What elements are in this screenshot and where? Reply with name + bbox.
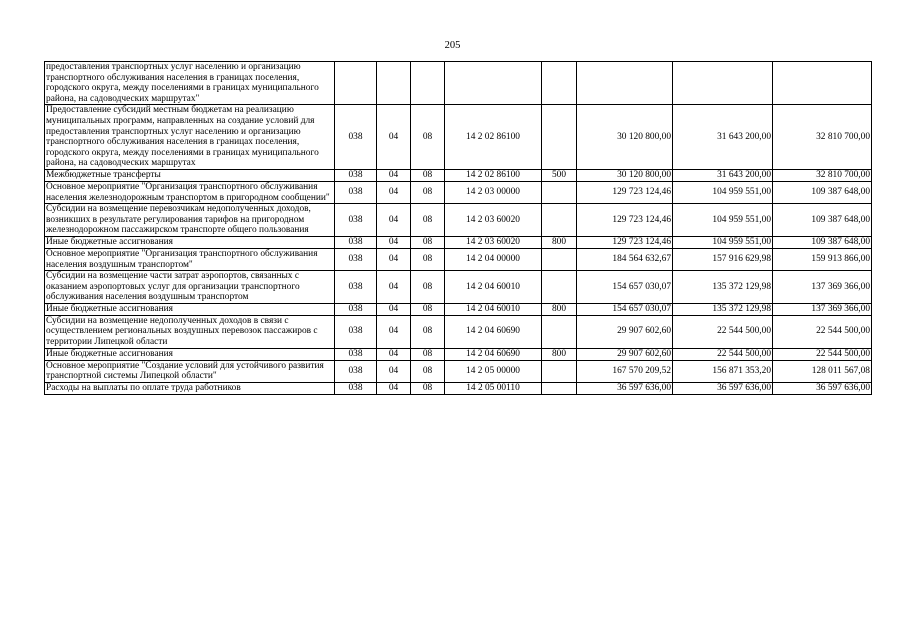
table-row: [45, 382, 872, 394]
table-row: [45, 169, 872, 181]
expense-name-cell: Субсидии на возмещение перевозчикам недополученных доходов, возникших в результате регулирования тарифов на пригородном железнодорожном пассажирском транспорте общего пользования: [45, 204, 335, 237]
grbs-code-cell: 038: [335, 204, 377, 237]
expense-type-cell: [542, 360, 577, 382]
amount-year1-cell: 36 597 636,00: [577, 382, 673, 394]
expense-name-cell: Межбюджетные трансферты: [45, 169, 335, 181]
grbs-code-cell: 038: [335, 303, 377, 315]
page-number: 205: [444, 40, 461, 51]
subsection-code-cell: 08: [411, 348, 445, 360]
amount-year3-cell: 32 810 700,00: [773, 105, 872, 170]
section-code-cell: 04: [377, 236, 411, 248]
table-row: [45, 248, 872, 270]
table-row: [45, 105, 872, 170]
expense-type-cell: [542, 271, 577, 304]
amount-year3-cell: 137 369 366,00: [773, 303, 872, 315]
target-article-cell: 14 2 05 00110: [445, 382, 542, 394]
amount-year3-cell: 109 387 648,00: [773, 236, 872, 248]
grbs-code-cell: [335, 62, 377, 105]
expense-type-cell: [542, 382, 577, 394]
section-code-cell: 04: [377, 315, 411, 348]
expense-type-cell: 800: [542, 236, 577, 248]
amount-year1-cell: 30 120 800,00: [577, 105, 673, 170]
subsection-code-cell: 08: [411, 181, 445, 203]
amount-year1-cell: 30 120 800,00: [577, 169, 673, 181]
target-article-cell: 14 2 04 60690: [445, 348, 542, 360]
target-article-cell: 14 2 04 60010: [445, 271, 542, 304]
expense-type-cell: 500: [542, 169, 577, 181]
table-row: [45, 348, 872, 360]
amount-year1-cell: 129 723 124,46: [577, 181, 673, 203]
target-article-cell: 14 2 03 60020: [445, 236, 542, 248]
subsection-code-cell: 08: [411, 248, 445, 270]
target-article-cell: 14 2 02 86100: [445, 105, 542, 170]
table-row: [45, 204, 872, 237]
target-article-cell: 14 2 05 00000: [445, 360, 542, 382]
target-article-cell: [445, 62, 542, 105]
amount-year3-cell: 109 387 648,00: [773, 181, 872, 203]
amount-year1-cell: 129 723 124,46: [577, 236, 673, 248]
expense-type-cell: [542, 62, 577, 105]
section-code-cell: 04: [377, 303, 411, 315]
amount-year2-cell: 31 643 200,00: [673, 169, 773, 181]
grbs-code-cell: 038: [335, 271, 377, 304]
grbs-code-cell: 038: [335, 348, 377, 360]
amount-year3-cell: 137 369 366,00: [773, 271, 872, 304]
expense-name-cell: предоставления транспортных услуг населению и организацию транспортного обслуживания населения в границах поселения, городского округа, между поселениями в границах муниципального района, на садоводческих маршрутах": [45, 62, 335, 105]
table-row: [45, 360, 872, 382]
expense-type-cell: [542, 204, 577, 237]
subsection-code-cell: 08: [411, 315, 445, 348]
subsection-code-cell: 08: [411, 105, 445, 170]
table-row: [45, 236, 872, 248]
amount-year2-cell: 156 871 353,20: [673, 360, 773, 382]
grbs-code-cell: 038: [335, 315, 377, 348]
section-code-cell: 04: [377, 271, 411, 304]
amount-year2-cell: 22 544 500,00: [673, 315, 773, 348]
expense-type-cell: [542, 181, 577, 203]
amount-year2-cell: 104 959 551,00: [673, 181, 773, 203]
section-code-cell: 04: [377, 382, 411, 394]
amount-year2-cell: 157 916 629,98: [673, 248, 773, 270]
budget-table: [44, 61, 872, 395]
amount-year1-cell: 167 570 209,52: [577, 360, 673, 382]
subsection-code-cell: 08: [411, 271, 445, 304]
target-article-cell: 14 2 03 00000: [445, 181, 542, 203]
table-row: [45, 303, 872, 315]
amount-year3-cell: 32 810 700,00: [773, 169, 872, 181]
table-row: [45, 315, 872, 348]
table-row: [45, 271, 872, 304]
amount-year3-cell: 128 011 567,08: [773, 360, 872, 382]
expense-type-cell: 800: [542, 303, 577, 315]
expense-type-cell: [542, 248, 577, 270]
amount-year2-cell: 22 544 500,00: [673, 348, 773, 360]
table-body: [45, 62, 872, 395]
target-article-cell: 14 2 03 60020: [445, 204, 542, 237]
subsection-code-cell: 08: [411, 169, 445, 181]
expense-type-cell: [542, 105, 577, 170]
amount-year2-cell: 36 597 636,00: [673, 382, 773, 394]
subsection-code-cell: 08: [411, 236, 445, 248]
amount-year3-cell: 36 597 636,00: [773, 382, 872, 394]
expense-type-cell: 800: [542, 348, 577, 360]
target-article-cell: 14 2 04 00000: [445, 248, 542, 270]
amount-year3-cell: 159 913 866,00: [773, 248, 872, 270]
amount-year1-cell: 29 907 602,60: [577, 315, 673, 348]
amount-year2-cell: 135 372 129,98: [673, 271, 773, 304]
section-code-cell: [377, 62, 411, 105]
grbs-code-cell: 038: [335, 236, 377, 248]
expense-name-cell: Предоставление субсидий местным бюджетам на реализацию муниципальных программ, направленных на создание условий для предоставления транспортных услуг населению и организацию транспортного обслуживания населения в границах поселения, городского округа, между поселениями в границах муниципального района, на садоводческих маршрутах: [45, 105, 335, 170]
amount-year1-cell: [577, 62, 673, 105]
expense-name-cell: Иные бюджетные ассигнования: [45, 303, 335, 315]
section-code-cell: 04: [377, 169, 411, 181]
amount-year2-cell: 104 959 551,00: [673, 236, 773, 248]
amount-year2-cell: 104 959 551,00: [673, 204, 773, 237]
subsection-code-cell: 08: [411, 382, 445, 394]
amount-year1-cell: 129 723 124,46: [577, 204, 673, 237]
section-code-cell: 04: [377, 348, 411, 360]
expense-name-cell: Субсидии на возмещение недополученных доходов в связи с осуществлением региональных воздушных перевозок пассажиров с территории Липецкой области: [45, 315, 335, 348]
amount-year3-cell: 109 387 648,00: [773, 204, 872, 237]
amount-year1-cell: 154 657 030,07: [577, 271, 673, 304]
section-code-cell: 04: [377, 204, 411, 237]
expense-type-cell: [542, 315, 577, 348]
grbs-code-cell: 038: [335, 181, 377, 203]
grbs-code-cell: 038: [335, 382, 377, 394]
expense-name-cell: Основное мероприятие "Создание условий для устойчивого развития транспортной системы Липецкой области": [45, 360, 335, 382]
amount-year3-cell: 22 544 500,00: [773, 348, 872, 360]
subsection-code-cell: [411, 62, 445, 105]
section-code-cell: 04: [377, 181, 411, 203]
section-code-cell: 04: [377, 105, 411, 170]
target-article-cell: 14 2 04 60690: [445, 315, 542, 348]
amount-year2-cell: 135 372 129,98: [673, 303, 773, 315]
expense-name-cell: Основное мероприятие "Организация транспортного обслуживания населения железнодорожным транспортом в пригородном сообщении": [45, 181, 335, 203]
amount-year2-cell: [673, 62, 773, 105]
grbs-code-cell: 038: [335, 169, 377, 181]
expense-name-cell: Иные бюджетные ассигнования: [45, 236, 335, 248]
expense-name-cell: Иные бюджетные ассигнования: [45, 348, 335, 360]
section-code-cell: 04: [377, 360, 411, 382]
expense-name-cell: Субсидии на возмещение части затрат аэропортов, связанных с оказанием аэропортовых услуг для организации транспортного обслуживания населения воздушным транспортом: [45, 271, 335, 304]
amount-year3-cell: [773, 62, 872, 105]
expense-name-cell: Расходы на выплаты по оплате труда работников: [45, 382, 335, 394]
expense-name-cell: Основное мероприятие "Организация транспортного обслуживания населения воздушным транспортом": [45, 248, 335, 270]
amount-year1-cell: 154 657 030,07: [577, 303, 673, 315]
grbs-code-cell: 038: [335, 105, 377, 170]
target-article-cell: 14 2 04 60010: [445, 303, 542, 315]
amount-year1-cell: 29 907 602,60: [577, 348, 673, 360]
subsection-code-cell: 08: [411, 303, 445, 315]
grbs-code-cell: 038: [335, 248, 377, 270]
grbs-code-cell: 038: [335, 360, 377, 382]
target-article-cell: 14 2 02 86100: [445, 169, 542, 181]
section-code-cell: 04: [377, 248, 411, 270]
subsection-code-cell: 08: [411, 204, 445, 237]
table-row: [45, 181, 872, 203]
table-row: [45, 62, 872, 105]
subsection-code-cell: 08: [411, 360, 445, 382]
amount-year3-cell: 22 544 500,00: [773, 315, 872, 348]
amount-year1-cell: 184 564 632,67: [577, 248, 673, 270]
amount-year2-cell: 31 643 200,00: [673, 105, 773, 170]
